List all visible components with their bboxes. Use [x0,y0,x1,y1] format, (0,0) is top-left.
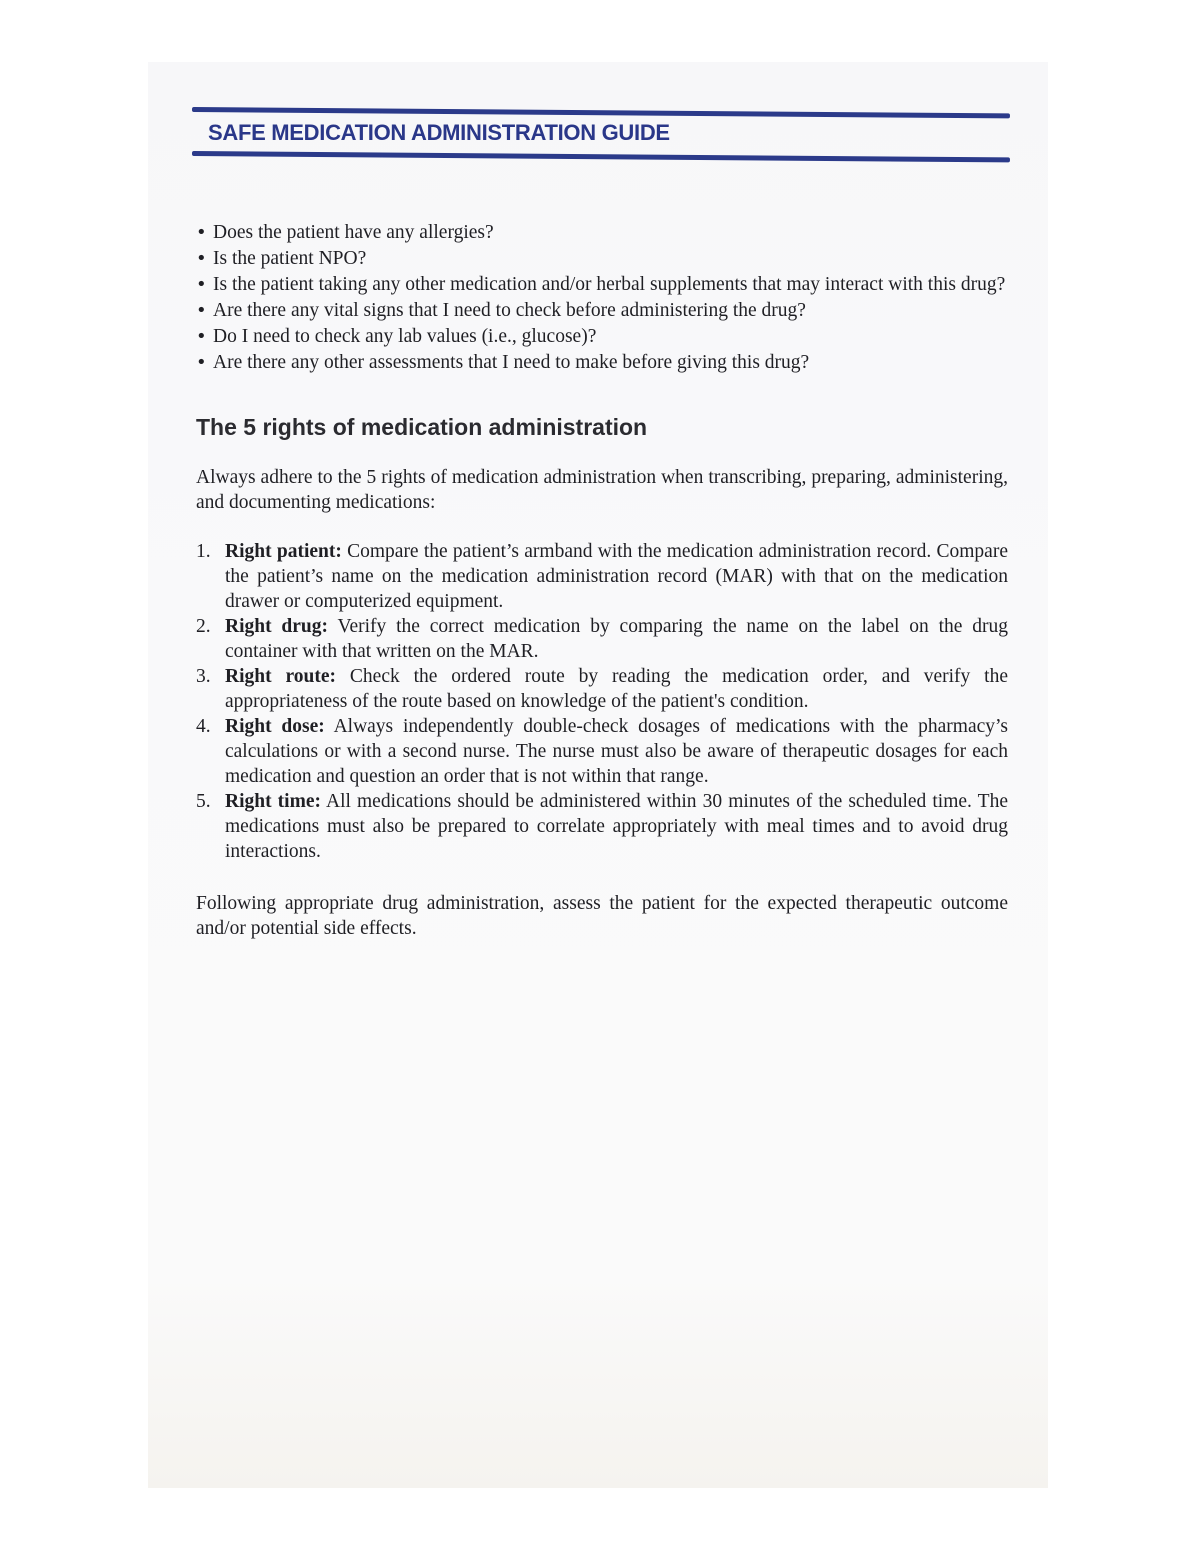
right-term: Right dose: [225,716,325,737]
right-description: Verify the correct medication by comparing the name on the label on the drug container with that written on the MAR. [225,616,1008,662]
right-term: Right route: [225,666,337,687]
list-item: • Is the patient taking any other medication and/or herbal supplements that may interact with this drug? [196,272,1008,297]
right-term: Right drug: [225,616,329,637]
right-item-drug [196,614,1008,664]
right-term: Right patient: [225,541,342,562]
item-number: 3. [196,666,211,687]
right-description: Check the ordered route by reading the medication order, and verify the appropriateness of the route based on knowledge of the patient's condition. [225,666,1009,712]
item-number: 1. [196,541,211,562]
right-description: All medications should be administered within 30 minutes of the scheduled time. The medications must also be prepared to correlate appropriately with meal times and to avoid drug interactions. [225,791,1008,862]
closing-paragraph: Following appropriate drug administration, assess the patient for the expected therapeutic outcome and/or potential side effects. [196,893,1008,939]
item-number: 5. [196,791,211,812]
right-item-dose [196,714,1008,789]
assessment-question-list [196,220,1008,375]
list-item: • Are there any other assessments that I need to make before giving this drug? [196,350,1008,375]
page-content [196,220,1008,941]
item-number: 2. [196,616,211,637]
list-item: • Do I need to check any lab values (i.e., glucose)? [196,324,1008,349]
guide-title: SAFE MEDICATION ADMINISTRATION GUIDE [208,120,670,145]
right-item-route [196,664,1008,714]
intro-paragraph: Always adhere to the 5 rights of medication administration when transcribing, preparing, administering, and documenting medications: [196,467,1008,513]
right-description: Compare the patient’s armband with the medication administration record. Compare the patient’s name on the medication administration record (MAR) with that on the medication drawer or computerized equipment. [225,541,1008,612]
right-item-time [196,789,1008,864]
list-item: • Are there any vital signs that I need to check before administering the drug? [196,298,1008,323]
section-heading: The 5 rights of medication administration [196,414,648,440]
list-item: • Does the patient have any allergies? [196,220,1008,245]
right-item-patient [196,539,1008,614]
right-term: Right time: [225,791,321,812]
right-description: Always independently double-check dosages of medications with the pharmacy’s calculations or with a second nurse. The nurse must also be aware of therapeutic dosages for each medication and question an order that is not within that range. [225,716,1009,787]
item-number: 4. [196,716,211,737]
list-item: • Is the patient NPO? [196,246,1008,271]
five-rights-list [196,539,1008,864]
